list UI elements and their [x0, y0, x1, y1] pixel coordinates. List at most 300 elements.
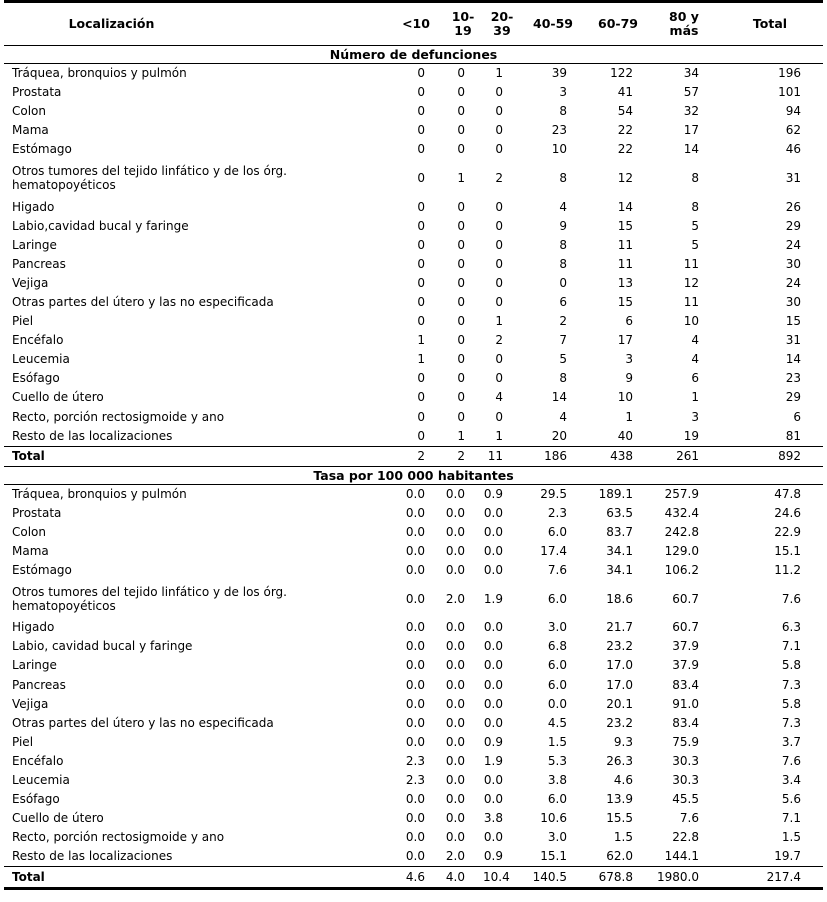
cell-value: 0 — [417, 66, 425, 81]
table-row — [4, 542, 823, 561]
cell-value: 1 — [417, 352, 425, 367]
cell-value: 4 — [691, 333, 699, 348]
cell-value: 10 — [551, 142, 567, 157]
cell-value: 17 — [617, 333, 633, 348]
cell-value: 11 — [483, 446, 521, 466]
cell-value: 54 — [617, 104, 633, 119]
cell-value: 0.0 — [483, 830, 503, 845]
cell-value: 2.0 — [445, 849, 465, 864]
table-row — [4, 484, 823, 504]
cell-value: 30 — [785, 294, 801, 309]
cell-value: 3 — [691, 409, 699, 424]
header-age-10-19: 10- 19 — [451, 9, 475, 38]
row-label: Prostata — [12, 85, 62, 100]
cell-value: 0.0 — [405, 486, 425, 501]
cell-value: 0.0 — [445, 811, 465, 826]
cell-value: 4 — [559, 409, 567, 424]
cell-value: 24.6 — [774, 505, 801, 520]
row-label: Prostata — [12, 505, 62, 520]
cell-value: 22.9 — [774, 525, 801, 540]
header-total: Total — [752, 16, 788, 31]
cell-value: 30.3 — [672, 753, 699, 768]
cell-value: 11 — [683, 256, 699, 271]
cell-value: 0.0 — [445, 525, 465, 540]
table-row — [4, 714, 823, 733]
cell-value: 0.0 — [405, 505, 425, 520]
cell-value: 0 — [495, 218, 503, 233]
cell-value: 5.8 — [781, 658, 801, 673]
cell-value: 1 — [457, 170, 465, 185]
cell-value: 91.0 — [672, 696, 699, 711]
cell-value: 23 — [785, 371, 801, 386]
cell-value: 6.0 — [547, 792, 567, 807]
table-row — [4, 102, 823, 121]
cell-value: 14 — [785, 352, 801, 367]
cell-value: 75.9 — [672, 734, 699, 749]
cell-value: 39 — [551, 66, 567, 81]
cell-value: 13.9 — [606, 792, 633, 807]
table-row — [4, 408, 823, 427]
cell-value: 0.0 — [405, 734, 425, 749]
cell-value: 0 — [417, 294, 425, 309]
cell-value: 0 — [417, 314, 425, 329]
section-title: Número de defunciones — [4, 46, 823, 64]
cell-value: 15.5 — [606, 811, 633, 826]
cell-value: 32 — [683, 104, 699, 119]
cell-value: 0 — [495, 142, 503, 157]
row-label: Resto de las localizaciones — [12, 849, 173, 864]
cell-value: 1.5 — [613, 830, 633, 845]
cell-value: 6.0 — [547, 658, 567, 673]
cell-value: 63.5 — [606, 505, 633, 520]
cell-value: 0.0 — [405, 591, 425, 606]
cell-value: 1.5 — [781, 830, 801, 845]
cell-value: 15 — [785, 314, 801, 329]
row-label: Labio,cavidad bucal y faringe — [12, 218, 189, 233]
cell-value: 5 — [691, 237, 699, 252]
table-row — [4, 293, 823, 312]
cell-value: 29 — [785, 218, 801, 233]
cell-value: 0.0 — [405, 658, 425, 673]
cell-value: 7.6 — [781, 591, 801, 606]
cell-value: 3.0 — [547, 620, 567, 635]
cell-value: 0 — [417, 256, 425, 271]
cell-value: 83.4 — [672, 715, 699, 730]
cell-value: 9 — [559, 218, 567, 233]
table-row — [4, 790, 823, 809]
cell-value: 62 — [785, 123, 801, 138]
cell-value: 106.2 — [664, 563, 699, 578]
row-label: Piel — [12, 734, 34, 749]
cell-value: 10 — [617, 390, 633, 405]
cell-value: 14 — [617, 199, 633, 214]
cell-value: 0 — [457, 275, 465, 290]
cell-value: 189.1 — [598, 486, 633, 501]
cell-value: 0.0 — [445, 563, 465, 578]
cell-value: 242.8 — [664, 525, 699, 540]
cell-value: 0 — [457, 237, 465, 252]
cell-value: 0 — [495, 199, 503, 214]
cell-value: 17.0 — [606, 677, 633, 692]
row-label: Higado — [12, 620, 55, 635]
cell-value: 34.1 — [606, 544, 633, 559]
cell-value: 4 — [691, 352, 699, 367]
cell-value: 6.8 — [547, 639, 567, 654]
cell-value: 0.0 — [405, 525, 425, 540]
cell-value: 4.5 — [547, 715, 567, 730]
cell-value: 101 — [778, 85, 801, 100]
cell-value: 9 — [625, 371, 633, 386]
cell-value: 57 — [683, 85, 699, 100]
cell-value: 0.0 — [445, 677, 465, 692]
table-body — [4, 46, 823, 889]
cell-value: 6.0 — [547, 525, 567, 540]
cell-value: 0.0 — [483, 677, 503, 692]
cell-value: 8 — [691, 170, 699, 185]
cell-value: 8 — [559, 170, 567, 185]
cell-value: 60.7 — [672, 620, 699, 635]
table-row — [4, 733, 823, 752]
cell-value: 0 — [457, 390, 465, 405]
table-row — [4, 121, 823, 140]
cell-value: 0.0 — [547, 696, 567, 711]
cell-value: 6 — [691, 371, 699, 386]
cell-value: 5.3 — [547, 753, 567, 768]
cell-value: 0 — [495, 352, 503, 367]
cell-value: 21.7 — [606, 620, 633, 635]
row-label: Estómago — [12, 563, 72, 578]
cell-value: 0.0 — [483, 658, 503, 673]
cell-value: 2 — [559, 314, 567, 329]
table-row — [4, 197, 823, 216]
cell-value: 37.9 — [672, 639, 699, 654]
cell-value: 0 — [559, 275, 567, 290]
cell-value: 140.5 — [521, 867, 585, 888]
cell-value: 892 — [717, 446, 823, 466]
cell-value: 0.9 — [483, 486, 503, 501]
cell-value: 0 — [417, 218, 425, 233]
cell-value: 0.0 — [483, 696, 503, 711]
cell-value: 22.8 — [672, 830, 699, 845]
cell-value: 1980.0 — [651, 867, 717, 888]
row-label: Otras partes del útero y las no especificada — [12, 715, 274, 730]
row-label: Resto de las localizaciones — [12, 428, 173, 443]
cell-value: 0 — [457, 85, 465, 100]
cell-value: 83.4 — [672, 677, 699, 692]
cell-value: 0 — [457, 218, 465, 233]
cell-value: 3.7 — [781, 734, 801, 749]
cell-value: 22 — [617, 123, 633, 138]
cell-value: 1 — [457, 428, 465, 443]
header-age-80plus: 80 y más — [669, 9, 699, 38]
cell-value: 2 — [443, 446, 483, 466]
cell-value: 26.3 — [606, 753, 633, 768]
cell-value: 2 — [389, 446, 443, 466]
cell-value: 15.1 — [774, 544, 801, 559]
cell-value: 0 — [417, 428, 425, 443]
row-label: Pancreas — [12, 256, 66, 271]
cell-value: 0.0 — [483, 639, 503, 654]
cell-value: 0 — [457, 294, 465, 309]
cell-value: 0 — [417, 409, 425, 424]
cell-value: 144.1 — [664, 849, 699, 864]
cell-value: 83.7 — [606, 525, 633, 540]
cell-value: 217.4 — [717, 867, 823, 888]
cell-value: 2.3 — [547, 505, 567, 520]
cell-value: 24 — [785, 237, 801, 252]
cell-value: 11.2 — [774, 563, 801, 578]
cell-value: 0.0 — [445, 658, 465, 673]
total-row — [4, 867, 823, 888]
cell-value: 0 — [457, 352, 465, 367]
row-label: Mama — [12, 123, 49, 138]
cell-value: 0.0 — [445, 753, 465, 768]
table-row — [4, 369, 823, 388]
row-label: Otros tumores del tejido linfático y de los órg. hematopoyéticos — [12, 164, 287, 193]
row-label: Cuello de útero — [12, 811, 104, 826]
cell-value: 1.5 — [547, 734, 567, 749]
cell-value: 3 — [625, 352, 633, 367]
cell-value: 7.6 — [679, 811, 699, 826]
table-row — [4, 274, 823, 293]
cell-value: 11 — [617, 256, 633, 271]
cell-value: 19 — [683, 428, 699, 443]
table-row — [4, 809, 823, 828]
cell-value: 0.0 — [445, 620, 465, 635]
cell-value: 122 — [610, 66, 633, 81]
cell-value: 4.0 — [443, 867, 483, 888]
cell-value: 7.3 — [781, 715, 801, 730]
table-row — [4, 618, 823, 637]
cell-value: 60.7 — [672, 591, 699, 606]
cell-value: 17 — [683, 123, 699, 138]
cell-value: 17.4 — [540, 544, 567, 559]
cell-value: 8 — [691, 199, 699, 214]
cell-value: 34.1 — [606, 563, 633, 578]
cell-value: 15 — [617, 218, 633, 233]
row-label: Estómago — [12, 142, 72, 157]
cell-value: 0.0 — [445, 486, 465, 501]
cell-value: 0.0 — [405, 811, 425, 826]
cell-value: 0.0 — [445, 696, 465, 711]
cell-value: 6 — [625, 314, 633, 329]
cell-value: 7.1 — [781, 639, 801, 654]
cell-value: 0 — [417, 199, 425, 214]
cell-value: 10 — [683, 314, 699, 329]
table-row — [4, 695, 823, 714]
cell-value: 45.5 — [672, 792, 699, 807]
cell-value: 0.0 — [445, 505, 465, 520]
cell-value: 0.0 — [483, 620, 503, 635]
cell-value: 257.9 — [664, 486, 699, 501]
cell-value: 1 — [495, 66, 503, 81]
cell-value: 0 — [495, 275, 503, 290]
cell-value: 47.8 — [774, 486, 801, 501]
cell-value: 5 — [559, 352, 567, 367]
header-age-20-39: 20- 39 — [490, 9, 514, 38]
cell-value: 1.9 — [483, 591, 503, 606]
row-label: Otras partes del útero y las no especificada — [12, 294, 274, 309]
row-label: Tráquea, bronquios y pulmón — [12, 66, 187, 81]
cell-value: 1.9 — [483, 753, 503, 768]
cell-value: 3.4 — [781, 773, 801, 788]
cell-value: 1 — [495, 314, 503, 329]
cell-value: 0.0 — [483, 792, 503, 807]
cell-value: 8 — [559, 104, 567, 119]
cell-value: 0 — [495, 371, 503, 386]
table-row — [4, 676, 823, 695]
cell-value: 0 — [417, 142, 425, 157]
cell-value: 2 — [495, 170, 503, 185]
cell-value: 0.0 — [405, 639, 425, 654]
cell-value: 0.0 — [445, 734, 465, 749]
cell-value: 11 — [617, 237, 633, 252]
cell-value: 0.0 — [405, 849, 425, 864]
header-age-60-79: 60-79 — [598, 16, 638, 31]
row-label: Vejiga — [12, 275, 49, 290]
cell-value: 1 — [495, 428, 503, 443]
table-row — [4, 771, 823, 790]
cell-value: 0.0 — [405, 792, 425, 807]
cell-value: 5 — [691, 218, 699, 233]
cell-value: 31 — [785, 170, 801, 185]
cell-value: 34 — [683, 66, 699, 81]
row-label: Piel — [12, 314, 34, 329]
cell-value: 29 — [785, 390, 801, 405]
cell-value: 3.0 — [547, 830, 567, 845]
table-header — [4, 2, 823, 46]
cell-value: 6 — [559, 294, 567, 309]
cell-value: 1 — [625, 409, 633, 424]
section-title: Tasa por 100 000 habitantes — [4, 466, 823, 484]
section-header-row — [4, 46, 823, 64]
cell-value: 0.0 — [405, 563, 425, 578]
total-label: Total — [4, 867, 389, 888]
cell-value: 6.3 — [781, 620, 801, 635]
table-row — [4, 504, 823, 523]
cell-value: 1 — [691, 390, 699, 405]
cell-value: 3.8 — [483, 811, 503, 826]
cell-value: 0.0 — [483, 715, 503, 730]
cell-value: 2.3 — [405, 753, 425, 768]
cell-value: 23.2 — [606, 715, 633, 730]
cell-value: 15 — [617, 294, 633, 309]
cell-value: 0 — [417, 123, 425, 138]
cell-value: 17.0 — [606, 658, 633, 673]
row-label: Cuello de útero — [12, 390, 104, 405]
cell-value: 4 — [495, 390, 503, 405]
table-row — [4, 847, 823, 867]
cell-value: 10.6 — [540, 811, 567, 826]
row-label: Higado — [12, 199, 55, 214]
row-label: Colon — [12, 525, 47, 540]
cell-value: 12 — [683, 275, 699, 290]
cell-value: 2 — [495, 333, 503, 348]
cell-value: 0 — [417, 170, 425, 185]
table-row — [4, 255, 823, 274]
cell-value: 0 — [457, 123, 465, 138]
cell-value: 196 — [778, 66, 801, 81]
cell-value: 0 — [417, 371, 425, 386]
cell-value: 12 — [617, 170, 633, 185]
cell-value: 5.6 — [781, 792, 801, 807]
cell-value: 0.0 — [445, 830, 465, 845]
table-row — [4, 752, 823, 771]
cell-value: 0 — [417, 275, 425, 290]
cell-value: 0 — [495, 256, 503, 271]
cell-value: 30.3 — [672, 773, 699, 788]
cell-value: 438 — [585, 446, 651, 466]
cell-value: 41 — [617, 85, 633, 100]
cell-value: 0.0 — [405, 830, 425, 845]
cell-value: 7.6 — [547, 563, 567, 578]
header-age-lt10: <10 — [402, 16, 430, 31]
cell-value: 0 — [457, 409, 465, 424]
cell-value: 8 — [559, 256, 567, 271]
cell-value: 7 — [559, 333, 567, 348]
row-label: Pancreas — [12, 677, 66, 692]
cell-value: 0 — [495, 104, 503, 119]
cell-value: 29.5 — [540, 486, 567, 501]
table-row — [4, 388, 823, 407]
cell-value: 678.8 — [585, 867, 651, 888]
table-row — [4, 350, 823, 369]
cell-value: 0 — [495, 409, 503, 424]
row-label: Leucemia — [12, 352, 70, 367]
cell-value: 13 — [617, 275, 633, 290]
cell-value: 23.2 — [606, 639, 633, 654]
cell-value: 31 — [785, 333, 801, 348]
cell-value: 81 — [785, 428, 801, 443]
cell-value: 0 — [457, 371, 465, 386]
cell-value: 0 — [457, 256, 465, 271]
table-row — [4, 828, 823, 847]
row-label: Colon — [12, 104, 47, 119]
header-age-40-59: 40-59 — [533, 16, 573, 31]
cell-value: 5.8 — [781, 696, 801, 711]
row-label: Labio, cavidad bucal y faringe — [12, 639, 193, 654]
cell-value: 62.0 — [606, 849, 633, 864]
table-row — [4, 427, 823, 447]
row-label: Encéfalo — [12, 753, 64, 768]
cell-value: 2.3 — [405, 773, 425, 788]
cell-value: 0.0 — [405, 544, 425, 559]
row-label: Mama — [12, 544, 49, 559]
table-row — [4, 523, 823, 542]
cell-value: 20 — [551, 428, 567, 443]
row-label: Esófago — [12, 792, 60, 807]
cell-value: 8 — [559, 237, 567, 252]
cell-value: 0.0 — [483, 505, 503, 520]
cell-value: 0.0 — [405, 620, 425, 635]
table-row — [4, 236, 823, 255]
cell-value: 0.0 — [445, 792, 465, 807]
cell-value: 432.4 — [664, 505, 699, 520]
cell-value: 0 — [457, 314, 465, 329]
cell-value: 23 — [551, 123, 567, 138]
cell-value: 261 — [651, 446, 717, 466]
cell-value: 4.6 — [613, 773, 633, 788]
cell-value: 0.0 — [483, 773, 503, 788]
cell-value: 7.6 — [781, 753, 801, 768]
cell-value: 4 — [559, 199, 567, 214]
cell-value: 3.8 — [547, 773, 567, 788]
total-label: Total — [4, 446, 389, 466]
table-row — [4, 83, 823, 102]
row-label: Laringe — [12, 237, 57, 252]
row-label: Esófago — [12, 371, 60, 386]
header-localizacion: Localización — [68, 16, 155, 31]
